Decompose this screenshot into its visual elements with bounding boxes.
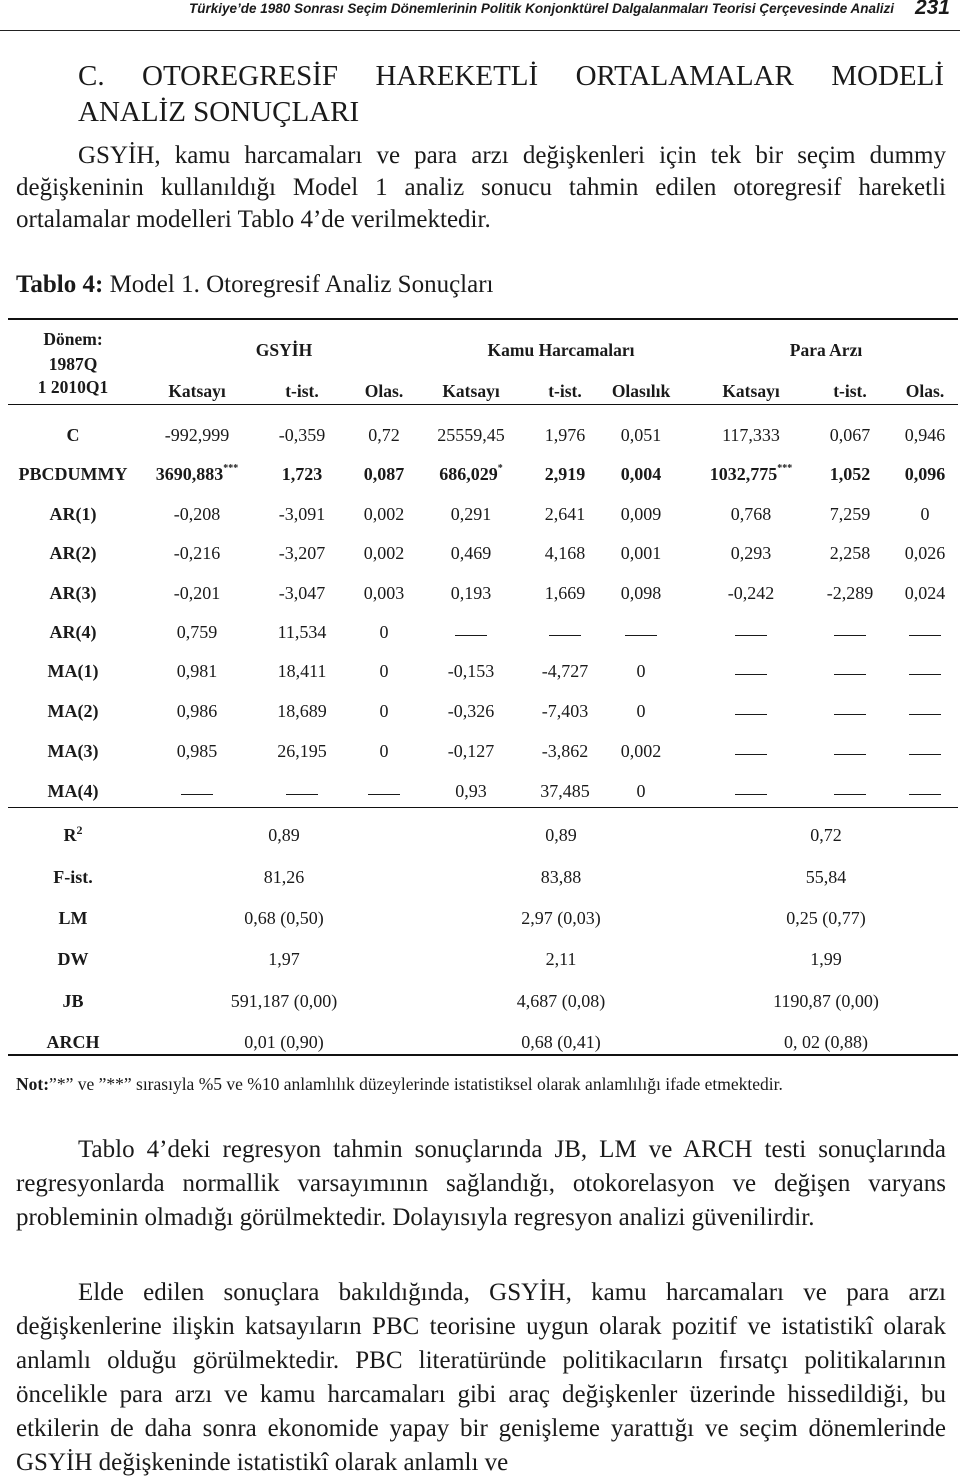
table-top-rule: [8, 318, 958, 320]
table-cell: [710, 463, 793, 485]
row-label: AR(3): [49, 583, 97, 603]
group-header: Para Arzı: [789, 340, 863, 360]
cell-value: 0,768: [730, 504, 772, 524]
empty-cell-dash: [368, 794, 400, 795]
stat-value: 1,97: [268, 949, 300, 969]
table-cell: [364, 582, 405, 604]
cell-value: -0,216: [173, 543, 221, 563]
table-cell: [277, 700, 327, 722]
cell-value: -3,207: [278, 543, 326, 563]
table-cell: [380, 621, 389, 643]
cell-value: 0,087: [363, 464, 405, 484]
table-cell: [279, 424, 326, 446]
table-cell: [279, 542, 326, 564]
stat-label: [64, 824, 83, 846]
table-bottom-rule: [8, 1054, 958, 1056]
empty-cell-dash: [834, 754, 866, 755]
stat-label: [53, 866, 93, 888]
cell-value: 0,024: [904, 583, 946, 603]
table-cell: [621, 542, 662, 564]
cell-value: 0,72: [368, 425, 400, 445]
table-cell: [455, 780, 487, 802]
column-header: Katsayı: [168, 381, 226, 401]
table-cell: [364, 463, 405, 485]
table-cell: [278, 621, 327, 643]
table-cell: [451, 542, 492, 564]
table-cell: [728, 582, 775, 604]
cell-value: 0,026: [904, 543, 946, 563]
cell-value: 4,168: [544, 543, 586, 563]
column-header: t-ist.: [285, 381, 319, 401]
cell-value: 0,946: [904, 425, 946, 445]
cell-value: 0,93: [455, 781, 487, 801]
cell-value: -0,326: [447, 701, 495, 721]
table-cell: [279, 503, 326, 525]
table-cell: [621, 424, 662, 446]
table-header-rule: [8, 404, 958, 405]
empty-cell-dash: [625, 635, 657, 636]
cell-value: 1,052: [829, 464, 871, 484]
cell-value: 37,485: [540, 781, 590, 801]
table-caption: [16, 269, 494, 301]
cell-value: -3,091: [278, 504, 326, 524]
table-cell: [156, 463, 239, 485]
cell-value: 0,986: [176, 701, 218, 721]
table-cell: [921, 503, 930, 525]
stat-label: [58, 948, 89, 970]
table-cell: [722, 424, 780, 446]
stat-value: 2,11: [545, 949, 577, 969]
cell-value: 2,641: [544, 504, 586, 524]
table-cell: [621, 463, 662, 485]
stat-label-superscript: 2: [76, 823, 83, 837]
table-cell: [448, 700, 495, 722]
cell-value: 0: [379, 622, 389, 642]
cell-value: -0,242: [727, 583, 775, 603]
cell-value: 0,004: [620, 464, 662, 484]
table-cell: [448, 660, 495, 682]
table-cell: [637, 700, 646, 722]
empty-cell-dash: [909, 754, 941, 755]
table-cell: [380, 660, 389, 682]
stat-label-text: LM: [58, 908, 88, 928]
cell-value: 3690,883: [155, 464, 224, 484]
section-title-line1: OTOREGRESİF HAREKETLİ ORTALAMALAR MODELİ: [142, 60, 945, 92]
body-paragraph-1: Tablo 4’deki regresyon tahmin sonuçlarında JB, LM ve ARCH testi sonuçlarında regresyonlarda normallik varsayımının sağlandığı, otokorelasyon ve değişen varyans probleminin olmadığı görülmektedir. Dolayısıyla regresyon analizi güvenilirdir.: [16, 1136, 946, 1231]
stat-label-text: F-ist.: [53, 867, 93, 887]
empty-cell-dash: [834, 635, 866, 636]
table-cell: [545, 542, 586, 564]
table-cell: [905, 463, 946, 485]
table-cell: [451, 503, 492, 525]
cell-value: -2,289: [826, 583, 874, 603]
cell-value: 0,193: [450, 583, 492, 603]
cell-value: 0,002: [363, 504, 405, 524]
table-cell: [905, 424, 946, 446]
cell-value: 0,001: [620, 543, 662, 563]
stat-label-text: R: [63, 825, 77, 845]
cell-value: 0: [636, 661, 646, 681]
table-cell: [165, 424, 230, 446]
cell-value: 1,976: [544, 425, 586, 445]
table-cell: [621, 503, 662, 525]
stat-value: 0,68 (0,50): [244, 908, 324, 928]
cell-value: -0,201: [173, 583, 221, 603]
table-cell: [637, 660, 646, 682]
cell-value: 0,469: [450, 543, 492, 563]
table-cell: [830, 424, 871, 446]
stat-value: 1,99: [810, 949, 842, 969]
cell-value: 0: [920, 504, 930, 524]
table-cell: [364, 542, 405, 564]
table-cell: [451, 582, 492, 604]
row-label: PBCDUMMY: [18, 464, 128, 484]
table-cell: [905, 542, 946, 564]
cell-value: -0,208: [173, 504, 221, 524]
table-cell: [545, 582, 586, 604]
cell-value: 0,985: [176, 741, 218, 761]
row-label: MA(3): [47, 741, 99, 761]
cell-value: 0,003: [363, 583, 405, 603]
empty-cell-dash: [286, 794, 318, 795]
cell-value: -0,153: [447, 661, 495, 681]
cell-value: 2,919: [544, 464, 586, 484]
empty-cell-dash: [735, 674, 767, 675]
stat-value: 0,25 (0,77): [786, 908, 866, 928]
empty-cell-dash: [735, 794, 767, 795]
significance-mark: ***: [777, 463, 793, 474]
table-cell: [437, 424, 505, 446]
period-header-line: 1987Q: [48, 354, 98, 374]
column-header: Olas.: [905, 381, 945, 401]
table-cell: [830, 542, 871, 564]
cell-value: 0: [636, 781, 646, 801]
table-cell: [731, 503, 772, 525]
section-heading-line1: [16, 58, 944, 94]
section-number: C.: [78, 60, 105, 92]
table-cell: [177, 660, 218, 682]
table-note: [16, 1073, 783, 1095]
stat-value: 0,89: [268, 825, 300, 845]
row-label: MA(4): [47, 781, 99, 801]
cell-value: 0,009: [620, 504, 662, 524]
table-cell: [174, 582, 221, 604]
stat-label-text: ARCH: [46, 1032, 100, 1052]
table-cell: [830, 463, 871, 485]
column-header: t-ist.: [548, 381, 582, 401]
cell-value: 11,534: [277, 622, 327, 642]
cell-value: 0: [379, 661, 389, 681]
stat-label-text: DW: [57, 949, 89, 969]
page-number: 231: [914, 0, 950, 19]
cell-value: -992,999: [164, 425, 230, 445]
table-cell: [177, 740, 218, 762]
cell-value: 0,098: [620, 583, 662, 603]
column-header: Olas.: [364, 381, 404, 401]
table-caption-text: Model 1. Otoregresif Analiz Sonuçları: [109, 271, 494, 298]
cell-value: 686,029: [439, 464, 498, 484]
section-title-line2: ANALİZ SONUÇLARI: [78, 96, 360, 128]
table-cell: [621, 582, 662, 604]
stat-value: 2,97 (0,03): [521, 908, 601, 928]
empty-cell-dash: [735, 754, 767, 755]
table-cell: [448, 740, 495, 762]
cell-value: 0,759: [176, 622, 218, 642]
table-body-rule: [8, 807, 958, 808]
row-label: C: [66, 425, 80, 445]
table-cell: [174, 503, 221, 525]
table-cell: [439, 463, 503, 485]
stat-value: 81,26: [263, 867, 305, 887]
cell-value: 1032,775: [709, 464, 778, 484]
table-cell: [637, 780, 646, 802]
table-cell: [827, 582, 874, 604]
table-cell: [905, 582, 946, 604]
empty-cell-dash: [455, 635, 487, 636]
body-paragraph-2: Elde edilen sonuçlara bakıldığında, GSYİH, kamu harcamaları ve para arzı değişkenlerine ilişkin katsayıların PBC teorisine uygun olarak pozitif ve istatistikî olarak anlamlı olduğu görülmektedir. PBC literatüründe politikacıların fırsatçı politikalarının öncelikle para arzı ve kamu harcamaları gibi araç değişkenler üzerinde hissedildiği, bu etkilerin de daha sonra ekonomide yapay bir genişleme yarattığı ve seçim dönemlerinde GSYİH değişkeninde istatistikî olarak anlamlı ve: [16, 1279, 946, 1476]
stat-value: 591,187 (0,00): [230, 991, 338, 1011]
table-cell: [545, 463, 586, 485]
stat-value: 55,84: [805, 867, 847, 887]
row-label: AR(4): [49, 622, 97, 642]
cell-value: 0: [379, 701, 389, 721]
table-cell: [542, 660, 589, 682]
period-header-line: 1 2010Q1: [37, 377, 109, 397]
cell-value: -3,047: [278, 583, 326, 603]
table-cell: [278, 660, 327, 682]
cell-value: 1,723: [281, 464, 323, 484]
column-header: Katsayı: [442, 381, 500, 401]
cell-value: 0,051: [620, 425, 662, 445]
cell-value: 0,291: [450, 504, 492, 524]
note-label: Not:: [16, 1074, 50, 1094]
cell-value: 0,981: [176, 661, 218, 681]
group-header: GSYİH: [255, 340, 313, 360]
empty-cell-dash: [735, 714, 767, 715]
significance-mark: ***: [223, 463, 239, 474]
stat-value: 4,687 (0,08): [516, 991, 606, 1011]
period-header-line: Dönem:: [43, 329, 103, 349]
table-cell: [731, 542, 772, 564]
table-cell: [540, 780, 590, 802]
cell-value: 26,195: [277, 741, 327, 761]
cell-value: -7,403: [541, 701, 589, 721]
table-cell: [380, 740, 389, 762]
cell-value: 0,293: [730, 543, 772, 563]
empty-cell-dash: [834, 674, 866, 675]
table-cell: [177, 700, 218, 722]
stat-value: 0, 02 (0,88): [784, 1032, 868, 1052]
table-cell: [177, 621, 218, 643]
empty-cell-dash: [834, 714, 866, 715]
table-caption-label: Tablo 4:: [16, 271, 104, 298]
cell-value: 0,096: [904, 464, 946, 484]
table-cell: [542, 700, 589, 722]
stat-value: 83,88: [540, 867, 582, 887]
cell-value: 0,002: [363, 543, 405, 563]
running-header-title: Türkiye’de 1980 Sonrası Seçim Dönemlerinin Politik Konjonktürel Dalgalanmaları Teorisi Çerçevesinde Analizi: [189, 1, 894, 16]
note-text: ”*” ve ”**” sırasıyla %5 ve %10 anlamlılık düzeylerinde istatistiksel olarak anlamlılığı ifade etmektedir.: [49, 1074, 783, 1094]
cell-value: 18,689: [277, 701, 327, 721]
table-cell: [277, 740, 327, 762]
empty-cell-dash: [909, 794, 941, 795]
stat-value: 0,68 (0,41): [521, 1032, 601, 1052]
cell-value: 0: [379, 741, 389, 761]
empty-cell-dash: [834, 794, 866, 795]
stat-label-text: JB: [62, 991, 84, 1011]
table-cell: [545, 503, 586, 525]
column-header: t-ist.: [833, 381, 867, 401]
column-header: Olasılık: [611, 381, 671, 401]
cell-value: -4,727: [541, 661, 589, 681]
table-cell: [364, 503, 405, 525]
significance-mark: *: [497, 463, 503, 474]
empty-cell-dash: [909, 635, 941, 636]
group-header: Kamu Harcamaları: [487, 340, 635, 360]
intro-paragraph: GSYİH, kamu harcamaları ve para arzı değişkenleri için tek bir seçim dummy değişkeninin kullanıldığı Model 1 analiz sonucu tahmin edilen otoregresif hareketli ortalamalar modelleri Tablo 4’de verilmektedir.: [16, 142, 946, 233]
stat-value: 1190,87 (0,00): [773, 991, 879, 1011]
cell-value: 7,259: [829, 504, 871, 524]
empty-cell-dash: [181, 794, 213, 795]
column-header: Katsayı: [722, 381, 780, 401]
row-label: AR(1): [49, 504, 97, 524]
row-label: MA(2): [47, 701, 99, 721]
stat-value: 0,72: [810, 825, 842, 845]
cell-value: -3,862: [541, 741, 589, 761]
table-cell: [279, 582, 326, 604]
cell-value: 117,333: [722, 425, 780, 445]
table-cell: [545, 424, 586, 446]
stat-value: 0,89: [545, 825, 577, 845]
row-label: MA(1): [47, 661, 99, 681]
table-cell: [368, 424, 400, 446]
cell-value: 2,258: [829, 543, 871, 563]
cell-value: 18,411: [277, 661, 327, 681]
table-cell: [621, 740, 662, 762]
table-cell: [830, 503, 871, 525]
section-heading: [16, 58, 944, 130]
cell-value: 25559,45: [437, 425, 505, 445]
cell-value: 0,002: [620, 741, 662, 761]
stat-label: [59, 907, 88, 929]
stat-label: [62, 990, 83, 1012]
table-cell: [282, 463, 323, 485]
running-header: [0, 0, 960, 31]
cell-value: 1,669: [544, 583, 586, 603]
table-cell: [542, 740, 589, 762]
stat-label: [47, 1031, 100, 1053]
empty-cell-dash: [735, 635, 767, 636]
cell-value: -0,127: [447, 741, 495, 761]
empty-cell-dash: [549, 635, 581, 636]
table-cell: [380, 700, 389, 722]
row-label: AR(2): [49, 543, 97, 563]
cell-value: -0,359: [278, 425, 326, 445]
table-cell: [174, 542, 221, 564]
empty-cell-dash: [909, 714, 941, 715]
stat-value: 0,01 (0,90): [244, 1032, 324, 1052]
cell-value: 0: [636, 701, 646, 721]
empty-cell-dash: [909, 674, 941, 675]
cell-value: 0,067: [829, 425, 871, 445]
